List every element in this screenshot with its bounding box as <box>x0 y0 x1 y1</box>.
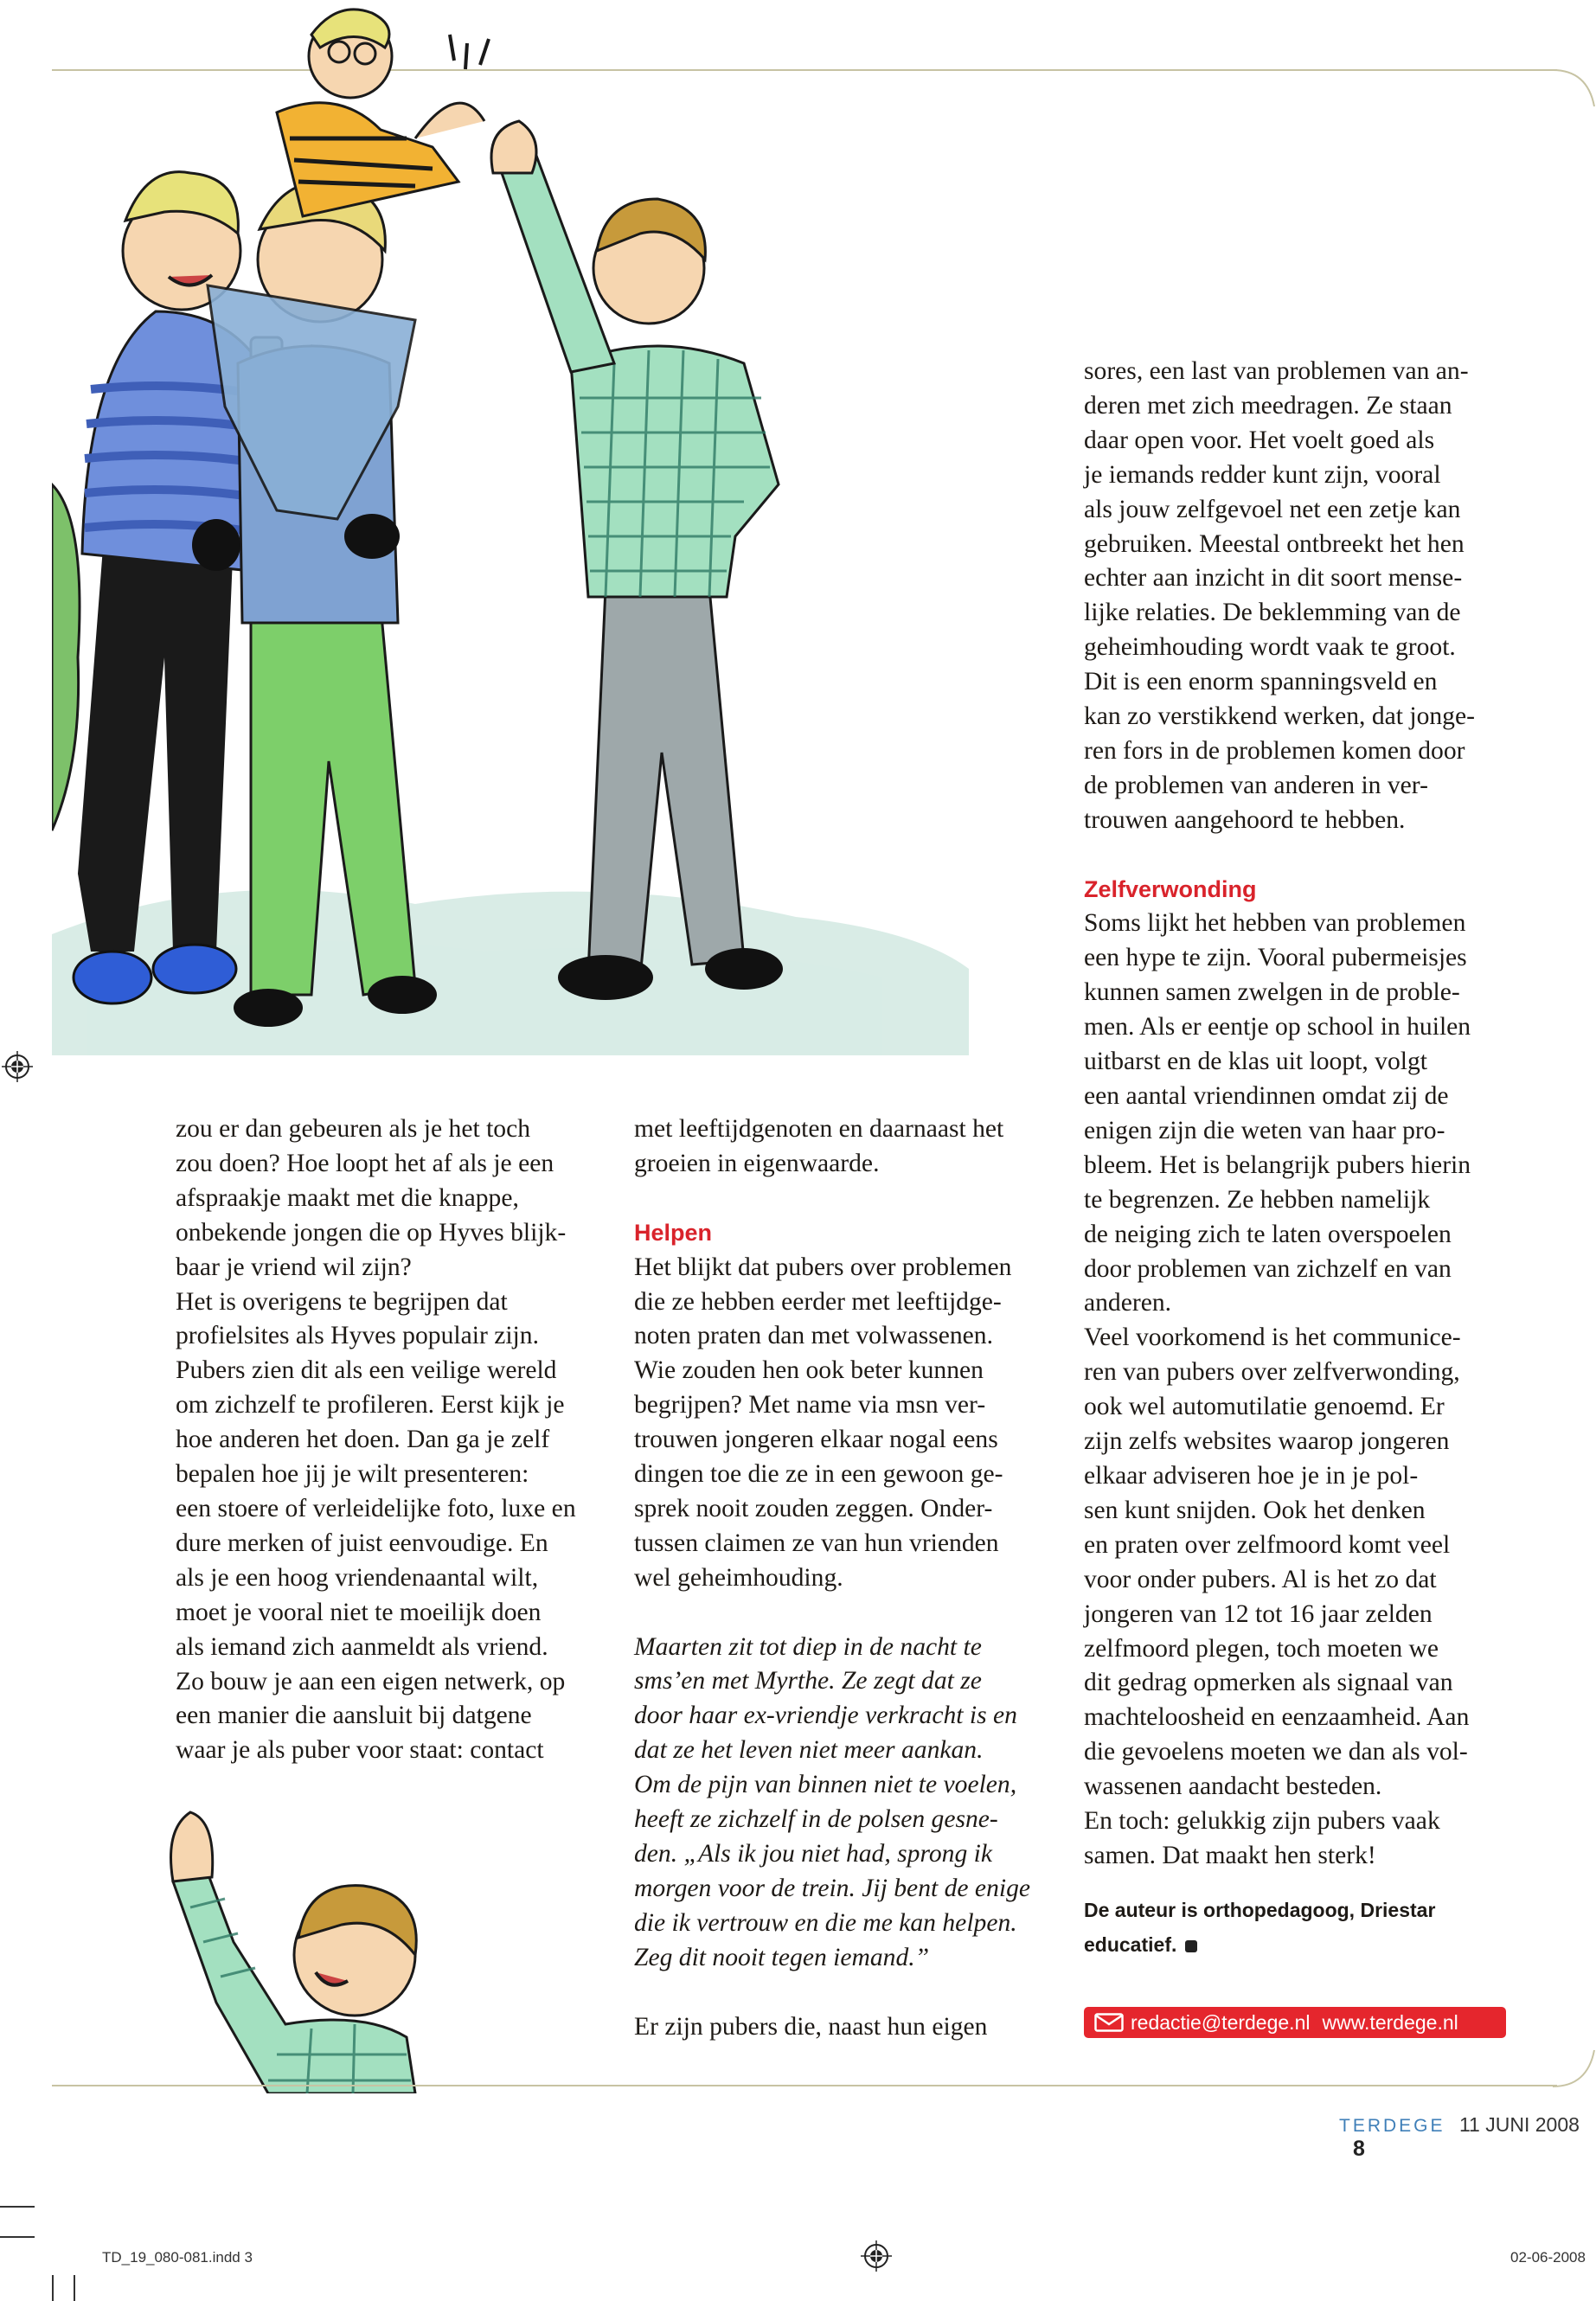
text-line: profielsites als Hyves populair zijn. <box>176 1322 539 1350</box>
quote-line: Zeg dit nooit tegen iemand.” <box>634 1943 930 1971</box>
text-line: ren van pubers over zelfverwonding, <box>1084 1358 1460 1387</box>
magazine-name: TERDEGE <box>1339 2116 1445 2136</box>
author-note-line: De auteur is orthopedagoog, Driestar <box>1084 1898 1436 1921</box>
text-line: een manier die aansluit bij datgene <box>176 1702 532 1730</box>
text-line: anderen. <box>1084 1289 1172 1317</box>
text-line: Dit is een enorm spanningsveld en <box>1084 668 1438 696</box>
mail-icon <box>1094 2013 1124 2032</box>
text-line: Het blijkt dat pubers over problemen <box>634 1253 1012 1281</box>
text-line: als je een hoog vriendenaantal wilt, <box>176 1563 539 1592</box>
print-slug-date: 02-06-2008 <box>1510 2249 1586 2266</box>
text-line: die gevoelens moeten we dan als vol- <box>1084 1738 1468 1766</box>
text-line: als jouw zelfgevoel net een zetje kan <box>1084 495 1461 523</box>
text-line: bepalen hoe jij je wilt presenteren: <box>176 1460 529 1489</box>
text-line: ren fors in de problemen komen door <box>1084 736 1465 765</box>
contact-website-link[interactable]: www.terdege.nl <box>1322 2011 1458 2034</box>
text-line: die ze hebben eerder met leeftijdge- <box>634 1287 1002 1316</box>
quote-line: morgen voor de trein. Jij bent de enige <box>634 1874 1031 1902</box>
frame-corner-top <box>1553 67 1596 119</box>
registration-mark-icon <box>861 2240 892 2272</box>
text-line: een stoere of verleidelijke foto, luxe en <box>176 1494 576 1522</box>
text-line: een hype te zijn. Vooral pubermeisjes <box>1084 944 1467 972</box>
text-line: hoe anderen het doen. Dan ga je zelf <box>176 1426 550 1454</box>
text-line: men. Als er eentje op school in huilen <box>1084 1013 1471 1042</box>
boy-high-five <box>450 35 783 1000</box>
end-mark-icon <box>1185 1940 1197 1952</box>
section-heading-zelfverwonding: Zelfverwonding <box>1084 875 1257 902</box>
bottom-frame-rule <box>52 2085 1557 2086</box>
column-3 <box>1084 355 1534 1962</box>
text-line: de problemen van anderen in ver- <box>1084 771 1428 799</box>
quote-line: dat ze het leven niet meer aankan. <box>634 1736 984 1765</box>
text-line: Zo bouw je aan een eigen netwerk, op <box>176 1667 566 1695</box>
text-line: afspraakje maakt met die knappe, <box>176 1183 519 1212</box>
text-line: door problemen van zichzelf en van <box>1084 1254 1452 1283</box>
quote-line: door haar ex-vriendje verkracht is en <box>634 1702 1017 1730</box>
text-line: samen. Dat maakt hen sterk! <box>1084 1841 1376 1869</box>
text-line: Veel voorkomend is het communice- <box>1084 1324 1461 1352</box>
section-heading-helpen: Helpen <box>634 1219 713 1246</box>
text-line: kan zo verstikkend werken, dat jonge- <box>1084 702 1475 731</box>
crop-mark <box>0 2236 35 2238</box>
text-line: geheimhouding wordt vaak te groot. <box>1084 633 1456 662</box>
page-number: 8 <box>1353 2137 1365 2161</box>
text-line: elkaar adviseren hoe je in je pol- <box>1084 1461 1419 1490</box>
column-1 <box>176 1112 621 1768</box>
text-line: daar open voor. Het voelt goed als <box>1084 426 1435 454</box>
text-line: Soms lijkt het hebben van problemen <box>1084 909 1466 938</box>
text-line: deren met zich meedragen. Ze staan <box>1084 391 1452 420</box>
waving-boy-illustration <box>156 1795 450 2093</box>
text-line: dit gedrag opmerken als signaal van <box>1084 1669 1453 1697</box>
issue-date: 11 JUNI 2008 <box>1458 2113 1580 2136</box>
text-line: ook wel automutilatie genoemd. Er <box>1084 1393 1445 1421</box>
text-line: baar je vriend wil zijn? <box>176 1253 412 1281</box>
text-line: een aantal vriendinnen omdat zij de <box>1084 1082 1449 1111</box>
text-line: Pubers zien dit als een veilige wereld <box>176 1356 557 1385</box>
teenagers-illustration <box>52 0 1003 1055</box>
quote-line: die ik vertrouw en die me kan helpen. <box>634 1908 1017 1937</box>
text-line: zelfmoord plegen, toch moeten we <box>1084 1634 1439 1663</box>
text-line: Er zijn pubers die, naast hun eigen <box>634 2012 988 2041</box>
text-line: lijke relaties. De beklemming van de <box>1084 599 1461 627</box>
text-line: dingen toe die ze in een gewoon ge- <box>634 1460 1003 1489</box>
text-line: echter aan inzicht in dit soort mense- <box>1084 564 1463 593</box>
text-line: en praten over zelfmoord komt veel <box>1084 1530 1451 1559</box>
text-line: dure merken of juist eenvoudige. En <box>176 1529 548 1557</box>
text-line: onbekende jongen die op Hyves blijk- <box>176 1218 567 1247</box>
text-line: wel geheimhouding. <box>634 1563 843 1592</box>
text-line: voor onder pubers. Al is het zo dat <box>1084 1565 1437 1593</box>
quote-line: sms’en met Myrthe. Ze zegt dat ze <box>634 1667 982 1695</box>
text-line: sores, een last van problemen van an- <box>1084 357 1469 385</box>
text-line: noten praten dan met volwassenen. <box>634 1322 994 1350</box>
print-slug-file: TD_19_080-081.indd 3 <box>102 2249 253 2266</box>
column-2 <box>634 1112 1075 2044</box>
page-footer <box>1339 2113 1596 2162</box>
text-line: Wie zouden hen ook beter kunnen <box>634 1356 984 1385</box>
contact-bar <box>1084 2007 1506 2038</box>
text-line: de neiging zich te laten overspoelen <box>1084 1220 1452 1248</box>
text-line: zou doen? Hoe loopt het af als je een <box>176 1149 554 1177</box>
quote-line: Om de pijn van binnen niet te voelen, <box>634 1771 1017 1799</box>
crop-mark <box>52 2275 54 2301</box>
crop-mark <box>0 2206 35 2208</box>
author-note-line: educatief. <box>1084 1932 1177 1956</box>
text-line: enigen zijn die weten van haar pro- <box>1084 1116 1445 1144</box>
text-line: zijn zelfs websites waarop jongeren <box>1084 1427 1450 1456</box>
text-line: zou er dan gebeuren als je het toch <box>176 1115 531 1143</box>
text-line: begrijpen? Met name via msn ver- <box>634 1391 986 1420</box>
frame-corner-bottom <box>1553 2041 1596 2093</box>
text-line: wassenen aandacht besteden. <box>1084 1772 1382 1801</box>
text-line: uitbarst en de klas uit loopt, volgt <box>1084 1048 1428 1076</box>
text-line: jongeren van 12 tot 16 jaar zelden <box>1084 1599 1433 1628</box>
quote-line: heeft ze zichzelf in de polsen gesne- <box>634 1805 998 1834</box>
text-line: En toch: gelukkig zijn pubers vaak <box>1084 1807 1440 1836</box>
text-line: tussen claimen ze van hun vrienden <box>634 1529 999 1557</box>
contact-email-link[interactable]: redactie@terdege.nl <box>1131 2011 1311 2034</box>
quote-line: den. „Als ik jou niet had, sprong ik <box>634 1840 993 1868</box>
text-line: sen kunt snijden. Ook het denken <box>1084 1496 1426 1524</box>
text-line: als iemand zich aanmeldt als vriend. <box>176 1632 548 1661</box>
text-line: kunnen samen zwelgen in de proble- <box>1084 978 1460 1007</box>
crop-mark <box>74 2275 75 2301</box>
registration-mark-icon <box>2 1051 33 1082</box>
text-line: waar je als puber voor staat: contact <box>176 1736 544 1765</box>
text-line: groeien in eigenwaarde. <box>634 1149 880 1177</box>
text-line: machteloosheid en eenzaamheid. Aan <box>1084 1703 1470 1732</box>
text-line: bleem. Het is belangrijk pubers hierin <box>1084 1150 1471 1179</box>
text-line: gebruiken. Meestal ontbreekt het hen <box>1084 529 1465 558</box>
text-line: trouwen jongeren elkaar nogal eens <box>634 1426 998 1454</box>
quote-line: Maarten zit tot diep in de nacht te <box>634 1632 982 1661</box>
text-line: je iemands redder kunt zijn, vooral <box>1084 460 1441 489</box>
text-line: Het is overigens te begrijpen dat <box>176 1287 508 1316</box>
text-line: sprek nooit zouden zeggen. Onder- <box>634 1494 993 1522</box>
text-line: trouwen aangehoord te hebben. <box>1084 805 1406 834</box>
text-line: met leeftijdgenoten en daarnaast het <box>634 1115 1004 1143</box>
text-line: moet je vooral niet te moeilijk doen <box>176 1598 542 1626</box>
text-line: te begrenzen. Ze hebben namelijk <box>1084 1185 1431 1214</box>
text-line: om zichzelf te profileren. Eerst kijk je <box>176 1391 565 1420</box>
